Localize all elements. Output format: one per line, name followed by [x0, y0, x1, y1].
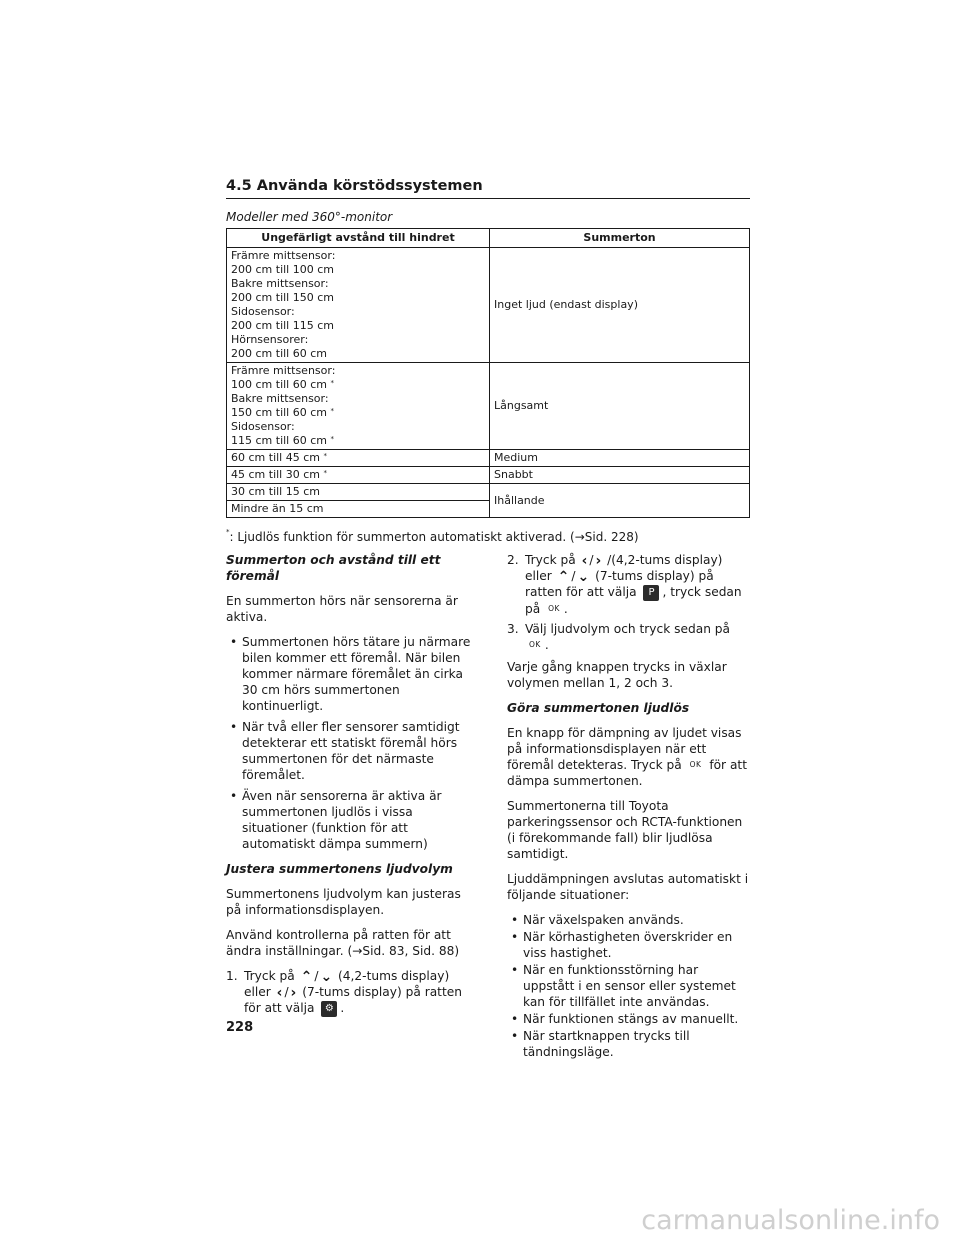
paragraph: Summertonens ljudvolym kan justeras på informationsdisplayen. [226, 887, 461, 917]
cell-line [231, 378, 485, 392]
section-title: 4.5 Använda körstödssystemen [226, 178, 750, 199]
separator: / [589, 553, 594, 567]
sound-cell: Ihållande [490, 484, 750, 518]
list-item: • När en funktionsstörning har uppstått i en sensor eller systemet kan för tillfället inte användas. [507, 962, 753, 1010]
distance-table [226, 228, 750, 518]
step-2 [507, 552, 753, 617]
step-list [507, 552, 753, 653]
step-text: Tryck på [244, 969, 295, 983]
table-row [227, 484, 750, 501]
cell-line: Sidosensor: [231, 420, 295, 433]
cell-line [231, 406, 485, 420]
table-header-row [227, 229, 750, 248]
list-item: • När körhastigheten överskrider en viss hastighet. [507, 929, 753, 961]
chevron-left-icon: ‹ [581, 552, 588, 569]
step-3 [507, 621, 753, 653]
ok-button-icon: OK [529, 640, 541, 650]
footnote-marker: * [330, 379, 334, 387]
heading-buzzer-distance: Summerton och avstånd till ett föremål [226, 553, 441, 583]
chevron-left-icon: ‹ [276, 984, 283, 1001]
cell-text: 45 cm till 30 cm [231, 468, 320, 481]
watermark: carmanualsonline.info [641, 1205, 940, 1236]
parking-sensor-icon: P [643, 585, 659, 601]
sound-cell: Snabbt [490, 467, 750, 484]
sound-cell: Inget ljud (endast display) [490, 248, 750, 363]
distance-cell [227, 467, 490, 484]
distance-cell: Mindre än 15 cm [227, 501, 490, 518]
table-footnote [226, 530, 639, 544]
cell-line: 200 cm till 100 cm [231, 263, 334, 276]
footnote-marker: * [330, 407, 334, 415]
step-end: . [340, 1001, 345, 1015]
sound-cell: Medium [490, 450, 750, 467]
footnote-marker: * [226, 528, 230, 536]
bullet-list [226, 634, 476, 852]
table-row [227, 450, 750, 467]
paragraph: Använd kontrollerna på ratten för att ändra inställningar. (→Sid. 83, Sid. 88) [226, 928, 460, 958]
step-text: (7-tums display) på ratten för att välja [525, 569, 714, 599]
heading-mute-buzzer: Göra summertonen ljudlös [507, 700, 690, 715]
paragraph-text: En knapp för dämpning av ljudet visas på informationsdisplayen när ett föremål detekteras. Tryck på [507, 725, 742, 772]
chevron-up-icon: ⌃ [300, 968, 313, 985]
heading-adjust-volume: Justera summertonens ljudvolym [226, 862, 453, 876]
separator: / [284, 985, 289, 999]
step-list [226, 968, 476, 1017]
step-text: (4,2-tums display) eller [244, 969, 450, 999]
cell-line [231, 434, 485, 448]
cell-text: 150 cm till 60 cm [231, 406, 327, 419]
footnote-marker: * [323, 452, 327, 460]
table-row [227, 248, 750, 363]
left-column [226, 552, 476, 1023]
step-number: 1. [226, 969, 238, 983]
step-number: 3. [507, 621, 519, 636]
chevron-right-icon: › [595, 552, 602, 569]
step-text: Välj ljudvolym och tryck sedan på [525, 621, 730, 636]
cell-line: 200 cm till 60 cm [231, 347, 327, 360]
distance-cell [227, 450, 490, 467]
distance-cell: 30 cm till 15 cm [227, 484, 490, 501]
table-row [227, 467, 750, 484]
table-subtitle: Modeller med 360°-monitor [226, 210, 393, 224]
cell-line: Bakre mittsensor: [231, 277, 329, 290]
paragraph: Varje gång knappen trycks in växlar volymen mellan 1, 2 och 3. [507, 659, 727, 690]
cell-text: 60 cm till 45 cm [231, 451, 320, 464]
footnote-marker: * [330, 435, 334, 443]
paragraph [507, 725, 753, 789]
step-text: Tryck på [525, 553, 576, 567]
step-number: 2. [507, 553, 519, 567]
cell-line: Hörnsensorer: [231, 333, 309, 346]
distance-cell [227, 363, 490, 450]
separator: / [314, 969, 319, 983]
step-end: . [544, 637, 549, 652]
chevron-up-icon: ⌃ [557, 568, 570, 585]
col-header-distance: Ungefärligt avstånd till hindret [227, 229, 490, 248]
step-text: , tryck sedan på [525, 585, 742, 616]
chevron-down-icon: ⌄ [577, 568, 590, 585]
step-text: (7-tums display) på ratten för att välja [244, 985, 462, 1015]
list-item: • När funktionen stängs av manuellt. [507, 1011, 753, 1027]
paragraph: En summerton hörs när sensorerna är aktiva. [226, 594, 458, 624]
footnote-marker: * [323, 469, 327, 477]
table-row [227, 363, 750, 450]
ok-button-icon: OK [548, 604, 560, 614]
footnote-text: : Ljudlös funktion för summerton automatiskt aktiverad. (→Sid. 228) [229, 530, 639, 544]
cell-text: 100 cm till 60 cm [231, 378, 327, 391]
list-item: • När två eller fler sensorer samtidigt detekterar ett statiskt föremål hörs summertonen för det närmaste föremålet. [226, 719, 476, 783]
step-1 [226, 968, 476, 1017]
cell-line: Bakre mittsensor: [231, 392, 329, 405]
cell-line: Främre mittsensor: [231, 249, 336, 262]
chevron-right-icon: › [290, 984, 297, 1001]
list-item: • Summertonen hörs tätare ju närmare bilen kommer ett föremål. När bilen kommer närmare föremålet än cirka 30 cm hörs summertonen kontinuerligt. [226, 634, 476, 714]
step-text: /(4,2-tums display) eller [525, 553, 723, 583]
paragraph-text: för att dämpa summertonen. [507, 757, 747, 788]
step-end: . [563, 601, 568, 616]
settings-icon: ⚙ [321, 1001, 337, 1017]
list-item: • Även när sensorerna är aktiva är summertonen ljudlös i vissa situationer (funktion för att automatiskt dämpa summern) [226, 788, 476, 852]
separator: / [571, 569, 576, 583]
paragraph: Summertonerna till Toyota parkeringssensor och RCTA-funktionen (i förekommande fall) blir ljudlösa samtidigt. [507, 798, 743, 861]
paragraph: Ljuddämpningen avslutas automatiskt i följande situationer: [507, 871, 749, 902]
col-header-sound: Summerton [490, 229, 750, 248]
list-item: • När växelspaken används. [507, 912, 753, 928]
list-item: • När startknappen trycks till tändningsläge. [507, 1028, 753, 1060]
sound-cell: Långsamt [490, 363, 750, 450]
chevron-down-icon: ⌄ [320, 968, 333, 985]
cell-line: 200 cm till 150 cm [231, 291, 334, 304]
cell-line: Främre mittsensor: [231, 364, 336, 377]
bullet-list [507, 912, 753, 1060]
cell-line: Sidosensor: [231, 305, 295, 318]
distance-cell [227, 248, 490, 363]
cell-line: 200 cm till 115 cm [231, 319, 334, 332]
page-number: 228 [226, 1020, 254, 1035]
ok-button-icon: OK [689, 760, 702, 770]
cell-text: 115 cm till 60 cm [231, 434, 327, 447]
right-column [507, 552, 753, 1069]
